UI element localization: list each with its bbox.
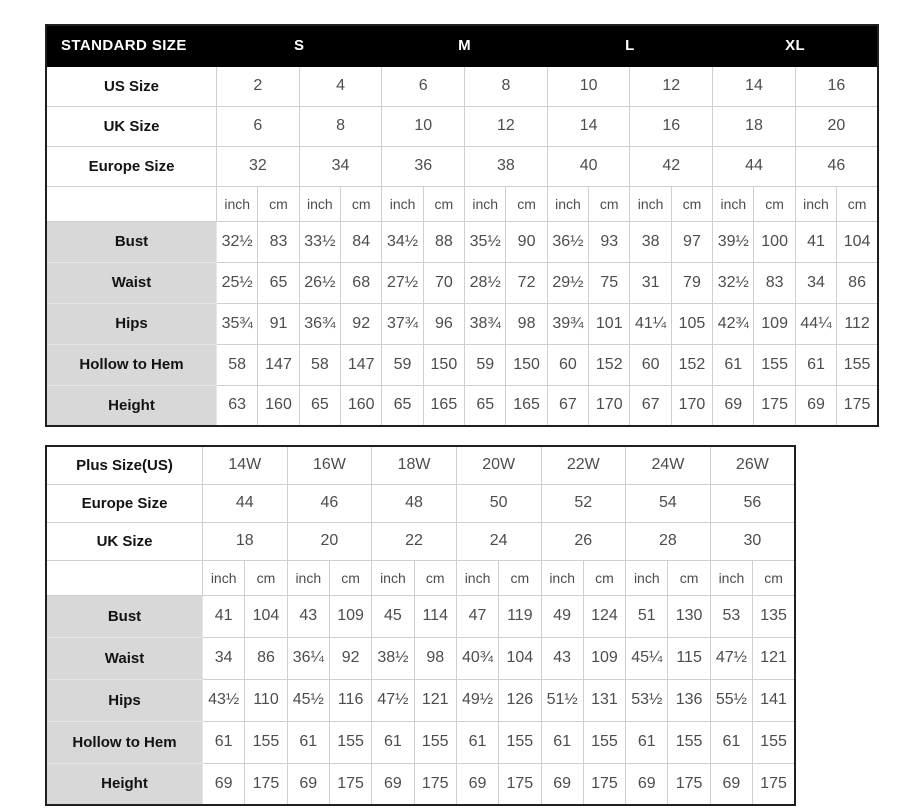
size-cell: 30 <box>710 522 795 560</box>
measurement-cell: 43½ <box>203 679 245 721</box>
measurement-cell: 53 <box>710 595 752 637</box>
measurement-cell: 47 <box>456 595 498 637</box>
measurement-label: Height <box>46 385 217 426</box>
unit-spacer-cell <box>46 186 217 221</box>
measurement-label: Height <box>46 763 203 805</box>
unit-label: inch <box>710 560 752 595</box>
measurement-cell: 112 <box>837 303 878 344</box>
unit-label: cm <box>329 560 371 595</box>
measurement-cell: 101 <box>589 303 630 344</box>
measurement-cell: 43 <box>541 637 583 679</box>
size-cell: 2 <box>217 66 300 106</box>
measurement-cell: 92 <box>329 637 371 679</box>
unit-label: cm <box>753 560 795 595</box>
measurement-cell: 61 <box>372 721 414 763</box>
measurement-cell: 61 <box>713 344 754 385</box>
size-cell: 16W <box>287 446 372 484</box>
measurement-cell: 38 <box>630 221 671 262</box>
measurement-cell: 175 <box>754 385 795 426</box>
size-cell: 16 <box>795 66 878 106</box>
measurement-cell: 175 <box>329 763 371 805</box>
size-cell: 8 <box>465 66 548 106</box>
measurement-cell: 109 <box>754 303 795 344</box>
measurement-cell: 135 <box>753 595 795 637</box>
measurement-cell: 92 <box>341 303 382 344</box>
measurement-cell: 147 <box>258 344 299 385</box>
unit-label: inch <box>382 186 423 221</box>
measurement-cell: 175 <box>753 763 795 805</box>
measurement-cell: 42¾ <box>713 303 754 344</box>
measurement-cell: 86 <box>837 262 878 303</box>
measurement-cell: 69 <box>203 763 245 805</box>
unit-label: cm <box>589 186 630 221</box>
measurement-cell: 121 <box>753 637 795 679</box>
measurement-cell: 41¼ <box>630 303 671 344</box>
measurement-cell: 147 <box>341 344 382 385</box>
measurement-cell: 37¾ <box>382 303 423 344</box>
unit-label: cm <box>414 560 456 595</box>
size-cell: 4 <box>299 66 382 106</box>
measurement-label: Bust <box>46 221 217 262</box>
size-cell: 46 <box>287 484 372 522</box>
size-cell: 12 <box>465 106 548 146</box>
measurement-label: Hips <box>46 303 217 344</box>
measurement-cell: 65 <box>465 385 506 426</box>
size-cell: 6 <box>382 66 465 106</box>
measurement-cell: 59 <box>382 344 423 385</box>
measurement-cell: 69 <box>710 763 752 805</box>
size-group-label: S <box>217 25 382 66</box>
measurement-cell: 34 <box>795 262 836 303</box>
unit-label: inch <box>287 560 329 595</box>
measurement-cell: 152 <box>671 344 712 385</box>
measurement-cell: 65 <box>299 385 340 426</box>
size-cell: 14 <box>713 66 796 106</box>
measurement-cell: 35¾ <box>217 303 258 344</box>
measurement-cell: 104 <box>499 637 541 679</box>
unit-label: cm <box>583 560 625 595</box>
table-row <box>46 262 878 303</box>
row-label: UK Size <box>46 522 203 560</box>
measurement-cell: 69 <box>795 385 836 426</box>
unit-label: inch <box>547 186 588 221</box>
measurement-cell: 160 <box>258 385 299 426</box>
size-cell: 22 <box>372 522 457 560</box>
measurement-cell: 114 <box>414 595 456 637</box>
unit-label: inch <box>713 186 754 221</box>
unit-label: cm <box>754 186 795 221</box>
measurement-cell: 27½ <box>382 262 423 303</box>
size-group-label: XL <box>713 25 878 66</box>
measurement-cell: 61 <box>626 721 668 763</box>
measurement-cell: 116 <box>329 679 371 721</box>
unit-label: inch <box>456 560 498 595</box>
unit-label: cm <box>341 186 382 221</box>
measurement-cell: 69 <box>287 763 329 805</box>
measurement-cell: 43 <box>287 595 329 637</box>
measurement-cell: 51½ <box>541 679 583 721</box>
measurement-cell: 25½ <box>217 262 258 303</box>
table-row <box>46 484 795 522</box>
measurement-cell: 155 <box>583 721 625 763</box>
measurement-cell: 131 <box>583 679 625 721</box>
table-row <box>46 146 878 186</box>
size-group-label: L <box>547 25 712 66</box>
size-cell: 54 <box>626 484 711 522</box>
measurement-cell: 41 <box>795 221 836 262</box>
measurement-cell: 67 <box>630 385 671 426</box>
measurement-cell: 170 <box>589 385 630 426</box>
measurement-cell: 61 <box>710 721 752 763</box>
table-row <box>46 303 878 344</box>
measurement-cell: 136 <box>668 679 710 721</box>
measurement-cell: 49½ <box>456 679 498 721</box>
measurement-cell: 97 <box>671 221 712 262</box>
size-cell: 50 <box>456 484 541 522</box>
measurement-cell: 28½ <box>465 262 506 303</box>
row-label: US Size <box>46 66 217 106</box>
measurement-cell: 34½ <box>382 221 423 262</box>
measurement-label: Hollow to Hem <box>46 721 203 763</box>
table-row <box>46 763 795 805</box>
measurement-cell: 69 <box>713 385 754 426</box>
size-cell: 8 <box>299 106 382 146</box>
measurement-cell: 36¼ <box>287 637 329 679</box>
measurement-cell: 69 <box>372 763 414 805</box>
standard-size-table <box>45 24 879 427</box>
table-header-row <box>46 25 878 66</box>
size-cell: 10 <box>382 106 465 146</box>
measurement-cell: 61 <box>541 721 583 763</box>
table-row <box>46 446 795 484</box>
unit-label: inch <box>795 186 836 221</box>
measurement-cell: 130 <box>668 595 710 637</box>
measurement-cell: 61 <box>287 721 329 763</box>
row-label: UK Size <box>46 106 217 146</box>
row-label: Europe Size <box>46 146 217 186</box>
unit-row <box>46 186 878 221</box>
size-cell: 32 <box>217 146 300 186</box>
measurement-cell: 58 <box>217 344 258 385</box>
measurement-cell: 124 <box>583 595 625 637</box>
measurement-cell: 84 <box>341 221 382 262</box>
measurement-label: Hips <box>46 679 203 721</box>
measurement-cell: 51 <box>626 595 668 637</box>
size-cell: 42 <box>630 146 713 186</box>
measurement-cell: 90 <box>506 221 547 262</box>
measurement-cell: 88 <box>423 221 464 262</box>
size-cell: 26 <box>541 522 626 560</box>
measurement-cell: 109 <box>583 637 625 679</box>
measurement-cell: 155 <box>329 721 371 763</box>
measurement-label: Bust <box>46 595 203 637</box>
measurement-cell: 175 <box>414 763 456 805</box>
size-cell: 14 <box>547 106 630 146</box>
measurement-cell: 60 <box>547 344 588 385</box>
unit-row <box>46 560 795 595</box>
size-cell: 24 <box>456 522 541 560</box>
measurement-cell: 75 <box>589 262 630 303</box>
table-row <box>46 66 878 106</box>
measurement-cell: 44¼ <box>795 303 836 344</box>
measurement-cell: 155 <box>753 721 795 763</box>
measurement-cell: 35½ <box>465 221 506 262</box>
measurement-cell: 175 <box>583 763 625 805</box>
size-cell: 56 <box>710 484 795 522</box>
measurement-cell: 79 <box>671 262 712 303</box>
measurement-cell: 61 <box>795 344 836 385</box>
size-cell: 40 <box>547 146 630 186</box>
measurement-cell: 55½ <box>710 679 752 721</box>
measurement-cell: 155 <box>754 344 795 385</box>
measurement-cell: 109 <box>329 595 371 637</box>
measurement-cell: 155 <box>245 721 287 763</box>
unit-label: inch <box>630 186 671 221</box>
measurement-cell: 165 <box>506 385 547 426</box>
measurement-cell: 39¾ <box>547 303 588 344</box>
unit-label: cm <box>668 560 710 595</box>
unit-label: cm <box>499 560 541 595</box>
unit-label: cm <box>258 186 299 221</box>
unit-label: cm <box>506 186 547 221</box>
size-cell: 20 <box>287 522 372 560</box>
unit-label: inch <box>217 186 258 221</box>
measurement-cell: 63 <box>217 385 258 426</box>
measurement-cell: 65 <box>258 262 299 303</box>
size-cell: 12 <box>630 66 713 106</box>
measurement-cell: 38½ <box>372 637 414 679</box>
measurement-cell: 65 <box>382 385 423 426</box>
unit-label: inch <box>203 560 245 595</box>
unit-label: cm <box>671 186 712 221</box>
plus-size-table <box>45 445 796 806</box>
measurement-cell: 32½ <box>217 221 258 262</box>
measurement-cell: 175 <box>245 763 287 805</box>
unit-label: cm <box>245 560 287 595</box>
measurement-cell: 38¾ <box>465 303 506 344</box>
measurement-cell: 98 <box>414 637 456 679</box>
measurement-cell: 91 <box>258 303 299 344</box>
measurement-cell: 31 <box>630 262 671 303</box>
measurement-cell: 70 <box>423 262 464 303</box>
measurement-cell: 45 <box>372 595 414 637</box>
measurement-cell: 36¾ <box>299 303 340 344</box>
measurement-cell: 34 <box>203 637 245 679</box>
measurement-cell: 40¾ <box>456 637 498 679</box>
measurement-cell: 59 <box>465 344 506 385</box>
size-cell: 44 <box>713 146 796 186</box>
measurement-cell: 155 <box>499 721 541 763</box>
measurement-cell: 45½ <box>287 679 329 721</box>
measurement-cell: 93 <box>589 221 630 262</box>
measurement-cell: 67 <box>547 385 588 426</box>
measurement-label: Waist <box>46 262 217 303</box>
measurement-cell: 175 <box>837 385 878 426</box>
measurement-cell: 72 <box>506 262 547 303</box>
row-label: Europe Size <box>46 484 203 522</box>
measurement-cell: 150 <box>506 344 547 385</box>
table-title: STANDARD SIZE <box>46 25 217 66</box>
table-row <box>46 106 878 146</box>
measurement-cell: 105 <box>671 303 712 344</box>
measurement-cell: 121 <box>414 679 456 721</box>
size-cell: 14W <box>203 446 288 484</box>
table-row <box>46 637 795 679</box>
row-label: Plus Size(US) <box>46 446 203 484</box>
table-row <box>46 595 795 637</box>
measurement-cell: 32½ <box>713 262 754 303</box>
measurement-cell: 69 <box>541 763 583 805</box>
measurement-cell: 39½ <box>713 221 754 262</box>
measurement-cell: 115 <box>668 637 710 679</box>
measurement-cell: 150 <box>423 344 464 385</box>
measurement-cell: 175 <box>499 763 541 805</box>
measurement-cell: 86 <box>245 637 287 679</box>
measurement-cell: 170 <box>671 385 712 426</box>
size-group-label: M <box>382 25 547 66</box>
measurement-cell: 69 <box>626 763 668 805</box>
table-row <box>46 522 795 560</box>
size-cell: 6 <box>217 106 300 146</box>
measurement-cell: 45¼ <box>626 637 668 679</box>
size-cell: 38 <box>465 146 548 186</box>
measurement-label: Waist <box>46 637 203 679</box>
unit-label: cm <box>837 186 878 221</box>
size-cell: 28 <box>626 522 711 560</box>
measurement-cell: 29½ <box>547 262 588 303</box>
measurement-label: Hollow to Hem <box>46 344 217 385</box>
size-cell: 26W <box>710 446 795 484</box>
unit-label: cm <box>423 186 464 221</box>
measurement-cell: 47½ <box>372 679 414 721</box>
measurement-cell: 110 <box>245 679 287 721</box>
unit-spacer-cell <box>46 560 203 595</box>
size-cell: 24W <box>626 446 711 484</box>
size-cell: 44 <box>203 484 288 522</box>
size-cell: 20 <box>795 106 878 146</box>
measurement-cell: 155 <box>414 721 456 763</box>
measurement-cell: 104 <box>837 221 878 262</box>
unit-label: inch <box>465 186 506 221</box>
size-cell: 36 <box>382 146 465 186</box>
size-cell: 10 <box>547 66 630 106</box>
measurement-cell: 98 <box>506 303 547 344</box>
measurement-cell: 69 <box>456 763 498 805</box>
measurement-cell: 33½ <box>299 221 340 262</box>
measurement-cell: 41 <box>203 595 245 637</box>
size-cell: 52 <box>541 484 626 522</box>
unit-label: inch <box>372 560 414 595</box>
measurement-cell: 155 <box>837 344 878 385</box>
measurement-cell: 53½ <box>626 679 668 721</box>
measurement-cell: 61 <box>203 721 245 763</box>
measurement-cell: 49 <box>541 595 583 637</box>
measurement-cell: 83 <box>754 262 795 303</box>
size-cell: 22W <box>541 446 626 484</box>
measurement-cell: 36½ <box>547 221 588 262</box>
size-cell: 18 <box>203 522 288 560</box>
measurement-cell: 68 <box>341 262 382 303</box>
measurement-cell: 160 <box>341 385 382 426</box>
measurement-cell: 126 <box>499 679 541 721</box>
unit-label: inch <box>541 560 583 595</box>
measurement-cell: 47½ <box>710 637 752 679</box>
size-cell: 18 <box>713 106 796 146</box>
measurement-cell: 165 <box>423 385 464 426</box>
measurement-cell: 152 <box>589 344 630 385</box>
measurement-cell: 60 <box>630 344 671 385</box>
unit-label: inch <box>626 560 668 595</box>
measurement-cell: 104 <box>245 595 287 637</box>
measurement-cell: 155 <box>668 721 710 763</box>
unit-label: inch <box>299 186 340 221</box>
size-cell: 16 <box>630 106 713 146</box>
measurement-cell: 96 <box>423 303 464 344</box>
measurement-cell: 141 <box>753 679 795 721</box>
measurement-cell: 61 <box>456 721 498 763</box>
size-cell: 46 <box>795 146 878 186</box>
measurement-cell: 100 <box>754 221 795 262</box>
table-row <box>46 221 878 262</box>
size-cell: 18W <box>372 446 457 484</box>
table-row <box>46 721 795 763</box>
table-row <box>46 344 878 385</box>
measurement-cell: 83 <box>258 221 299 262</box>
measurement-cell: 26½ <box>299 262 340 303</box>
table-row <box>46 679 795 721</box>
size-cell: 20W <box>456 446 541 484</box>
size-cell: 34 <box>299 146 382 186</box>
size-cell: 48 <box>372 484 457 522</box>
table-row <box>46 385 878 426</box>
measurement-cell: 58 <box>299 344 340 385</box>
measurement-cell: 119 <box>499 595 541 637</box>
measurement-cell: 175 <box>668 763 710 805</box>
